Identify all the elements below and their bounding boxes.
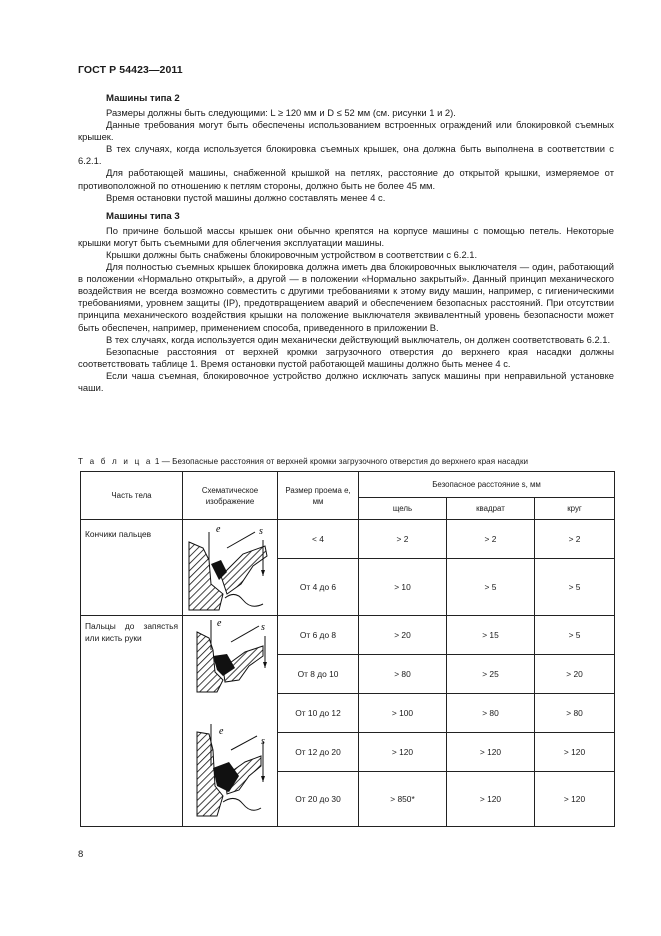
opening-cell: От 6 до 8 — [278, 616, 359, 655]
slot-cell: > 2 — [359, 520, 447, 559]
table-caption — [78, 457, 618, 466]
paragraph: Время остановки пустой машины должно составлять менее 4 с. — [106, 191, 386, 203]
body-part-label: Кончики пальцев — [85, 529, 152, 539]
document-body — [78, 92, 614, 394]
table-row — [81, 520, 615, 559]
header-sketch: Схематическое изображение — [183, 472, 278, 520]
sketch-label-s: s — [261, 736, 265, 747]
square-cell: > 25 — [447, 655, 535, 694]
opening-cell: < 4 — [278, 520, 359, 559]
round-cell: > 20 — [535, 655, 615, 694]
slot-cell: > 20 — [359, 616, 447, 655]
slot-cell: > 100 — [359, 694, 447, 733]
sketch-label-e: e — [217, 618, 222, 629]
round-cell: > 120 — [535, 772, 615, 827]
square-cell: > 80 — [447, 694, 535, 733]
table-caption-label: Т а б л и ц а — [78, 457, 153, 466]
square-cell: > 2 — [447, 520, 535, 559]
paragraph: В тех случаях, когда используется один механически действующий выключатель, он должен соответствовать 6.2.1. — [106, 333, 611, 345]
body-part-label: Пальцы до запястья или кисть руки — [85, 621, 178, 643]
opening-cell: От 4 до 6 — [278, 559, 359, 616]
sketch-label-e: e — [216, 524, 221, 535]
header-safe-distance: Безопасное расстояние s, мм — [359, 472, 615, 498]
header-round: круг — [535, 498, 615, 520]
sketch-label-e: e — [219, 726, 224, 737]
paragraph: В тех случаях, когда используется блокировка съемных крышек, она должна быть выполнена в соответствии с 6.2.1. — [78, 143, 614, 167]
table-row — [81, 616, 615, 655]
paragraph: Для полностью съемных крышек блокировка должна иметь два блокировочных выключателя — один, работающий в положении «Нормально открытый», а другой — в положении «Нормально закрытый». Данный принцип механического воздействия не всегда возможно совместить с другими требованиями к этому виду машин, например, с гигиеническими требованиями, уровнем защиты (IP), предотвращением аварий и обеспечением безопасных расстояний. При отсутствии принципа механического воздействия крышки на положение выключателя эквивалентный уровень безопасности может быть обеспечен, например, применением способа, приведенного в приложении В. — [78, 261, 614, 333]
opening-cell: От 8 до 10 — [278, 655, 359, 694]
header-slot: щель — [359, 498, 447, 520]
round-cell: > 80 — [535, 694, 615, 733]
slot-cell: > 80 — [359, 655, 447, 694]
paragraph: Данные требования могут быть обеспечены использованием встроенных ограждений или блокировкой съемных крышек. — [78, 119, 614, 143]
opening-cell: От 20 до 30 — [278, 772, 359, 827]
sketch-cell — [183, 520, 278, 616]
body-part-cell — [81, 616, 183, 827]
header-body-part: Часть тела — [81, 472, 183, 520]
paragraph: Для работающей машины, снабженной крышкой на петлях, расстояние до открытой крышки, измеряемое от противоположной по отношению к петлям стороны, должно быть не более 45 мм. — [78, 167, 614, 191]
sketch-cell — [183, 616, 278, 827]
page-number: 8 — [78, 849, 84, 860]
square-cell: > 5 — [447, 559, 535, 616]
opening-cell: От 10 до 12 — [278, 694, 359, 733]
section-title-type-2: Машины типа 2 — [106, 93, 180, 104]
round-cell: > 2 — [535, 520, 615, 559]
fingertip-sketch — [183, 520, 276, 614]
header-opening: Размер проема е, мм — [278, 472, 359, 520]
standard-number: ГОСТ Р 54423—2011 — [78, 64, 183, 76]
safety-distance-table — [80, 471, 615, 827]
slot-cell: > 850* — [359, 772, 447, 827]
slot-cell: > 120 — [359, 733, 447, 772]
paragraph: Размеры должны быть следующими: L ≥ 120 мм и D ≤ 52 мм (см. рисунки 1 и 2). — [106, 107, 456, 118]
round-cell: > 5 — [535, 559, 615, 616]
section-title-type-3: Машины типа 3 — [106, 210, 180, 222]
square-cell: > 15 — [447, 616, 535, 655]
slot-cell: > 10 — [359, 559, 447, 616]
round-cell: > 120 — [535, 733, 615, 772]
sketch-label-s: s — [259, 526, 263, 537]
header-square: квадрат — [447, 498, 535, 520]
table-caption-text: 1 — Безопасные расстояния от верхней кромки загрузочного отверстия до верхнего края насадки — [154, 457, 529, 466]
paragraph: Крышки должны быть снабжены блокировочным устройством в соответствии с 6.2.1. — [106, 248, 478, 260]
square-cell: > 120 — [447, 733, 535, 772]
opening-cell: От 12 до 20 — [278, 733, 359, 772]
sketch-label-s: s — [261, 622, 265, 633]
paragraph: Безопасные расстояния от верхней кромки загрузочного отверстия до верхнего края насадки должны соответствовать таблице 1. Время остановки пустой работающей машины должно быть менее 4 с. — [78, 345, 614, 369]
paragraph: По причине большой массы крышек они обычно крепятся на корпусе машины с помощью петель. Некоторые крышки могут быть съемными для облегчения эксплуатации машины. — [78, 224, 614, 248]
round-cell: > 5 — [535, 616, 615, 655]
paragraph: Если чаша съемная, блокировочное устройство должно исключать запуск машины при неправильной установке чаши. — [78, 369, 614, 393]
square-cell: > 120 — [447, 772, 535, 827]
body-part-cell — [81, 520, 183, 616]
finger-sketch — [183, 616, 276, 826]
